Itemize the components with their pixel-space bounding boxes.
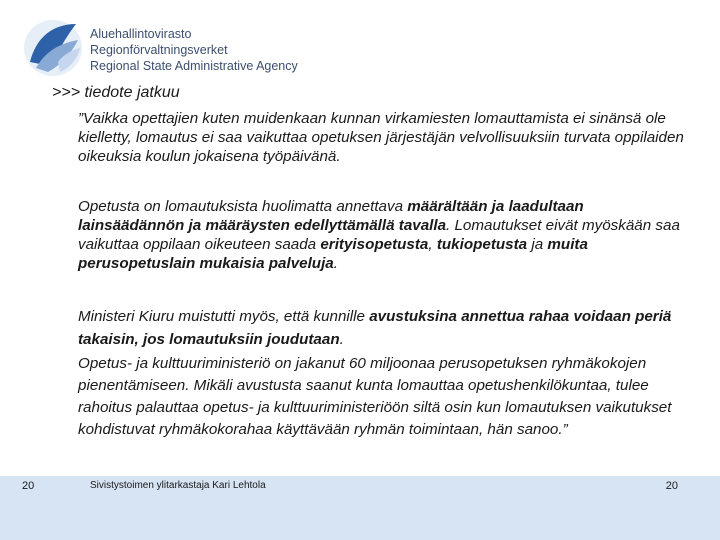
paragraph-3: Ministeri Kiuru muistutti myös, että kunnille avustuksina annettua rahaa voidaan periä takaisin, jos lomautuksiin joudutaan. (78, 308, 672, 348)
slide-number-right: 20 (665, 480, 678, 492)
agency-name-fi: Aluehallintovirasto (90, 27, 192, 41)
agency-name-en: Regional State Administrative Agency (90, 59, 298, 73)
agency-name (90, 26, 298, 74)
paragraph-4: Opetus- ja kulttuuriministeriö on jakanut 60 miljoonaa perusopetuksen ryhmäkokojen pienentämiseen. Mikäli avustusta saanut kunta lomauttaa opetushenkilökuntaa, tulee rahoitus palauttaa opetus- ja kulttuuriministeriöön siltä osin kun lomautuksen vaikutukset kohdistuvat ryhmäkokorahaa käyttävään ryhmän toimintaan, hän sanoo.” (78, 355, 672, 438)
agency-name-sv: Regionförvaltningsverket (90, 43, 228, 57)
slide-content (78, 109, 688, 441)
paragraph-2: Opetusta on lomautuksista huolimatta annettava määrältään ja laadultaan lainsäädännön ja määräysten edellyttämällä tavalla. Lomautukset eivät myöskään saa vaikuttaa oppilaan oikeuteen saada erityisopetusta, tukiopetusta ja muita perusopetuslain mukaisia palveluja. (78, 198, 680, 272)
slide-subtitle: >>> tiedote jatkuu (52, 84, 180, 101)
footer-author: Sivistystoimen ylitarkastaja Kari Lehtola (90, 480, 266, 491)
paragraph-1: ”Vaikka opettajien kuten muidenkaan kunnan virkamiesten lomauttamista ei sinänsä ole kielletty, lomautus ei saa vaikuttaa opetuksen järjestäjän velvollisuuksiin turvata oppilaiden oikeuksia koulun jokaisena työpäivänä. (78, 110, 684, 165)
agency-logo-icon (22, 18, 84, 78)
slide-number-left: 20 (22, 480, 35, 492)
